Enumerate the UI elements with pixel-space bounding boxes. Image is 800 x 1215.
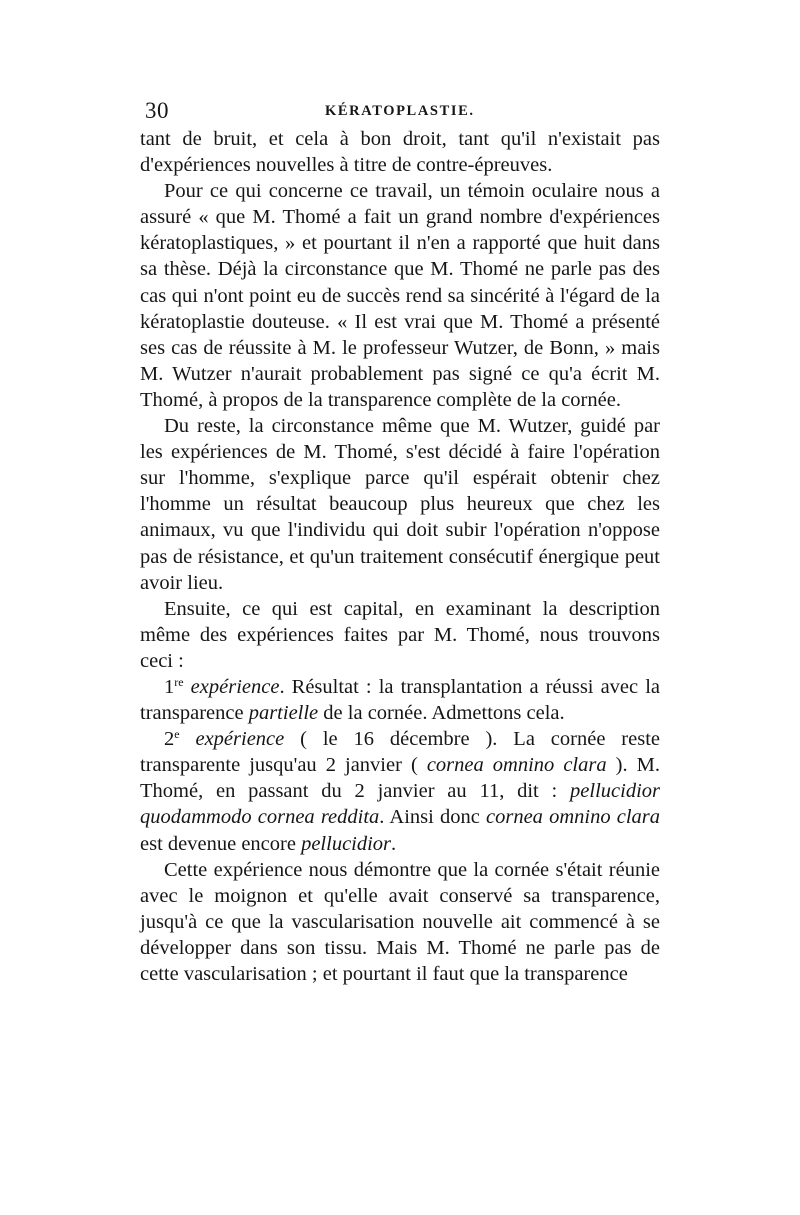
paragraph-1: tant de bruit, et cela à bon droit, tant qu'il n'existait pas d'expériences nouvelles à titre de contre-épreuves. (140, 128, 660, 177)
experiment-2-paragraph (140, 726, 660, 856)
experiment-1-label: expérience (190, 675, 280, 698)
experiment-1-ordinal: re (174, 674, 184, 689)
paragraph-4: Ensuite, ce qui est capital, en examinant la description même des expériences faites par M. Thomé, nous trouvons ceci : (140, 597, 660, 672)
experiment-1-number: 1 (164, 675, 175, 698)
experiment-2-italic-pellucidior-quodammodo: pellucidior quodammodo cornea reddita (140, 780, 660, 829)
experiment-2-text-e: . (391, 832, 397, 855)
experiment-1-text-b: de la cornée. Admettons cela. (318, 702, 565, 725)
experiment-2-ordinal: e (174, 727, 180, 742)
paragraph-7: Cette expérience nous démontre que la cornée s'était réunie avec le moignon et qu'elle avait conservé sa transparence, jusqu'à ce que la vascularisation nouvelle ait commencé à se développer dans son tissu. Mais M. Thomé ne parle pas de cette vascularisation ; et pourtant il faut que la transparence (140, 858, 660, 985)
paragraph-2: Pour ce qui concerne ce travail, un témoin oculaire nous a assuré « que M. Thomé a fait un grand nombre d'expériences kératoplastiques, » et pourtant il n'en a rapporté que huit dans sa thèse. Déjà la circonstance que M. Thomé ne parle pas des cas qui n'ont point eu de succès rend sa sincérité à l'égard de la kératoplastie douteuse. « Il est vrai que M. Thomé a présenté ses cas de réussite à M. le professeur Wutzer, de Bonn, » mais M. Wutzer n'aurait probablement pas signé ce qu'a écrit M. Thomé, à propos de la transparence complète de la cornée. (140, 180, 660, 411)
experiment-2-number: 2 (164, 728, 175, 751)
paragraph-3: Du reste, la circonstance même que M. Wutzer, guidé par les expériences de M. Thomé, s'est décidé à faire l'opération sur l'homme, s'explique parce qu'il espérait obtenir chez l'homme un résultat beaucoup plus heureux que chez les animaux, vu que l'individu qui doit subir l'opération n'oppose pas de résistance, et qu'un traitement consécutif énergique peut avoir lieu. (140, 415, 660, 594)
running-head: KÉRATOPLASTIE. (325, 103, 475, 119)
experiment-2-italic-cornea-clara-2: cornea omnino clara (486, 806, 660, 829)
page-number: 30 (145, 98, 169, 123)
experiment-1-paragraph (140, 674, 660, 726)
experiment-1-italic-partielle: partielle (248, 702, 319, 725)
page-header (145, 96, 657, 126)
experiment-2-text-a: ( le 16 décembre ). La cornée reste transparente jusqu'au 2 janvier ( (140, 728, 661, 777)
experiment-2-italic-cornea-clara: cornea omnino clara (426, 754, 607, 777)
body-text (140, 126, 660, 987)
experiment-2-text-c: . Ainsi donc (379, 806, 486, 829)
experiment-2-italic-pellucidior: pellucidior (301, 832, 392, 855)
experiment-1-text-a: . Résultat : la transplantation a réussi avec la transparence (140, 675, 661, 725)
experiment-2-text-d: est devenue encore (140, 832, 302, 855)
experiment-2-label: expérience (195, 728, 285, 751)
experiment-2-text-b: ). M. Thomé, en passant du 2 janvier au 11, dit : (140, 754, 660, 803)
